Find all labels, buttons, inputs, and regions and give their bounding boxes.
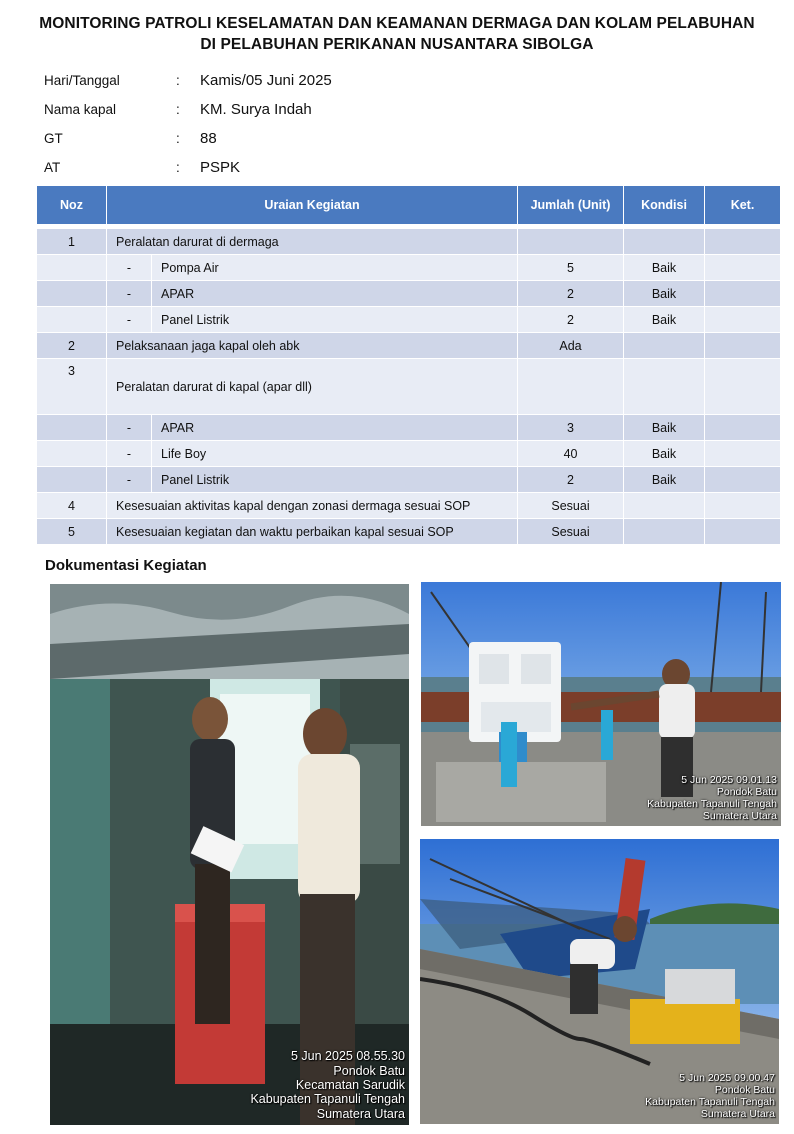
table-row bbox=[37, 255, 781, 281]
meta-info bbox=[44, 66, 332, 182]
cell-ket bbox=[705, 519, 781, 545]
cell-ket bbox=[705, 333, 781, 359]
activity-table bbox=[36, 185, 781, 545]
cell-dash: - bbox=[107, 415, 152, 441]
timestamp-overlay bbox=[645, 1072, 775, 1120]
cell-no: 3 bbox=[37, 359, 107, 415]
cell-item: Peralatan darurat di kapal (apar dll) bbox=[107, 359, 518, 415]
cell-item: Panel Listrik bbox=[152, 307, 518, 333]
meta-colon: : bbox=[176, 131, 180, 146]
header-jumlah: Jumlah (Unit) bbox=[518, 186, 624, 225]
documentation-heading: Dokumentasi Kegiatan bbox=[45, 557, 207, 574]
header-uraian: Uraian Kegiatan bbox=[107, 186, 518, 225]
cell-kondisi: Baik bbox=[624, 441, 705, 467]
table-row bbox=[37, 359, 781, 415]
cell-no bbox=[37, 281, 107, 307]
stamp-line: Sumatera Utara bbox=[702, 809, 777, 822]
header-no: Noz bbox=[37, 186, 107, 225]
meta-label: Nama kapal bbox=[44, 102, 117, 117]
timestamp-overlay bbox=[647, 774, 777, 822]
stamp-line: Sumatera Utara bbox=[316, 1106, 405, 1121]
cell-item: APAR bbox=[152, 415, 518, 441]
cell-item: Pelaksanaan jaga kapal oleh abk bbox=[107, 333, 518, 359]
cell-no bbox=[37, 307, 107, 333]
meta-label: AT bbox=[44, 160, 61, 175]
timestamp-overlay bbox=[250, 1049, 405, 1121]
cell-jumlah: Sesuai bbox=[518, 493, 624, 519]
title-line-2: DI PELABUHAN PERIKANAN NUSANTARA SIBOLGA bbox=[200, 36, 594, 53]
cell-item: Kesesuaian kegiatan dan waktu perbaikan kapal sesuai SOP bbox=[107, 519, 518, 545]
cell-no: 1 bbox=[37, 229, 107, 255]
cell-no bbox=[37, 467, 107, 493]
cell-ket bbox=[705, 441, 781, 467]
meta-row-ship-name bbox=[44, 95, 332, 124]
ship-interior-illustration bbox=[50, 584, 409, 1125]
cell-jumlah: 2 bbox=[518, 467, 624, 493]
meta-value: Kamis/05 Juni 2025 bbox=[200, 72, 332, 89]
table-header-row bbox=[37, 186, 781, 225]
meta-value: KM. Surya Indah bbox=[200, 101, 312, 118]
cell-ket bbox=[705, 281, 781, 307]
cell-dash: - bbox=[107, 441, 152, 467]
cell-item: Panel Listrik bbox=[152, 467, 518, 493]
cell-no: 4 bbox=[37, 493, 107, 519]
cell-jumlah: 2 bbox=[518, 307, 624, 333]
cell-dash: - bbox=[107, 255, 152, 281]
meta-row-date bbox=[44, 66, 332, 95]
cell-kondisi: Baik bbox=[624, 281, 705, 307]
cell-ket bbox=[705, 467, 781, 493]
table-row bbox=[37, 333, 781, 359]
meta-value: 88 bbox=[200, 130, 217, 147]
stamp-line: Pondok Batu bbox=[714, 1083, 775, 1096]
document-title bbox=[20, 13, 774, 55]
photo-fuel-dispenser bbox=[421, 582, 781, 826]
cell-kondisi: Baik bbox=[624, 467, 705, 493]
cell-no: 5 bbox=[37, 519, 107, 545]
meta-colon: : bbox=[176, 160, 180, 175]
stamp-line: 5 Jun 2025 09.01.13 bbox=[681, 773, 777, 786]
table-row bbox=[37, 281, 781, 307]
cell-jumlah bbox=[518, 229, 624, 255]
cell-jumlah: Sesuai bbox=[518, 519, 624, 545]
table-row bbox=[37, 307, 781, 333]
stamp-line: Kabupaten Tapanuli Tengah bbox=[645, 1095, 775, 1108]
cell-kondisi bbox=[624, 519, 705, 545]
table-row bbox=[37, 229, 781, 255]
cell-kondisi bbox=[624, 493, 705, 519]
meta-label: Hari/Tanggal bbox=[44, 73, 120, 88]
cell-ket bbox=[705, 229, 781, 255]
cell-jumlah: 40 bbox=[518, 441, 624, 467]
cell-ket bbox=[705, 493, 781, 519]
table-row bbox=[37, 519, 781, 545]
cell-ket bbox=[705, 415, 781, 441]
cell-ket bbox=[705, 359, 781, 415]
cell-no bbox=[37, 255, 107, 281]
cell-dash: - bbox=[107, 307, 152, 333]
stamp-line: Kabupaten Tapanuli Tengah bbox=[250, 1092, 405, 1107]
cell-item: APAR bbox=[152, 281, 518, 307]
meta-row-at bbox=[44, 153, 332, 182]
table-row bbox=[37, 415, 781, 441]
header-kondisi: Kondisi bbox=[624, 186, 705, 225]
cell-jumlah: 2 bbox=[518, 281, 624, 307]
cell-ket bbox=[705, 255, 781, 281]
cell-jumlah: Ada bbox=[518, 333, 624, 359]
cell-dash: - bbox=[107, 281, 152, 307]
stamp-line: Sumatera Utara bbox=[700, 1107, 775, 1120]
cell-item: Kesesuaian aktivitas kapal dengan zonasi dermaga sesuai SOP bbox=[107, 493, 518, 519]
table-row bbox=[37, 493, 781, 519]
meta-colon: : bbox=[176, 73, 180, 88]
photo-ship-interior bbox=[50, 584, 409, 1125]
stamp-line: Kabupaten Tapanuli Tengah bbox=[647, 797, 777, 810]
stamp-line: Pondok Batu bbox=[333, 1063, 405, 1078]
cell-jumlah: 3 bbox=[518, 415, 624, 441]
table-row bbox=[37, 441, 781, 467]
cell-item: Pompa Air bbox=[152, 255, 518, 281]
meta-label: GT bbox=[44, 131, 63, 146]
meta-row-gt bbox=[44, 124, 332, 153]
cell-no bbox=[37, 441, 107, 467]
cell-item: Life Boy bbox=[152, 441, 518, 467]
stamp-line: Pondok Batu bbox=[716, 785, 777, 798]
cell-jumlah: 5 bbox=[518, 255, 624, 281]
meta-colon: : bbox=[176, 102, 180, 117]
cell-ket bbox=[705, 307, 781, 333]
stamp-line: 5 Jun 2025 08.55.30 bbox=[291, 1049, 405, 1064]
stamp-line: 5 Jun 2025 09.00.47 bbox=[679, 1071, 775, 1084]
title-line-1: MONITORING PATROLI KESELAMATAN DAN KEAMANAN DERMAGA DAN KOLAM PELABUHAN bbox=[39, 15, 755, 32]
cell-jumlah bbox=[518, 359, 624, 415]
cell-no: 2 bbox=[37, 333, 107, 359]
cell-kondisi bbox=[624, 359, 705, 415]
table-row bbox=[37, 467, 781, 493]
cell-kondisi: Baik bbox=[624, 415, 705, 441]
cell-kondisi: Baik bbox=[624, 255, 705, 281]
meta-value: PSPK bbox=[200, 159, 241, 176]
cell-no bbox=[37, 415, 107, 441]
cell-item: Peralatan darurat di dermaga bbox=[107, 229, 518, 255]
cell-dash: - bbox=[107, 467, 152, 493]
cell-kondisi: Baik bbox=[624, 307, 705, 333]
stamp-line: Kecamatan Sarudik bbox=[295, 1077, 405, 1092]
cell-kondisi bbox=[624, 333, 705, 359]
header-ket: Ket. bbox=[705, 186, 781, 225]
cell-kondisi bbox=[624, 229, 705, 255]
photo-dock-panel bbox=[420, 839, 779, 1124]
